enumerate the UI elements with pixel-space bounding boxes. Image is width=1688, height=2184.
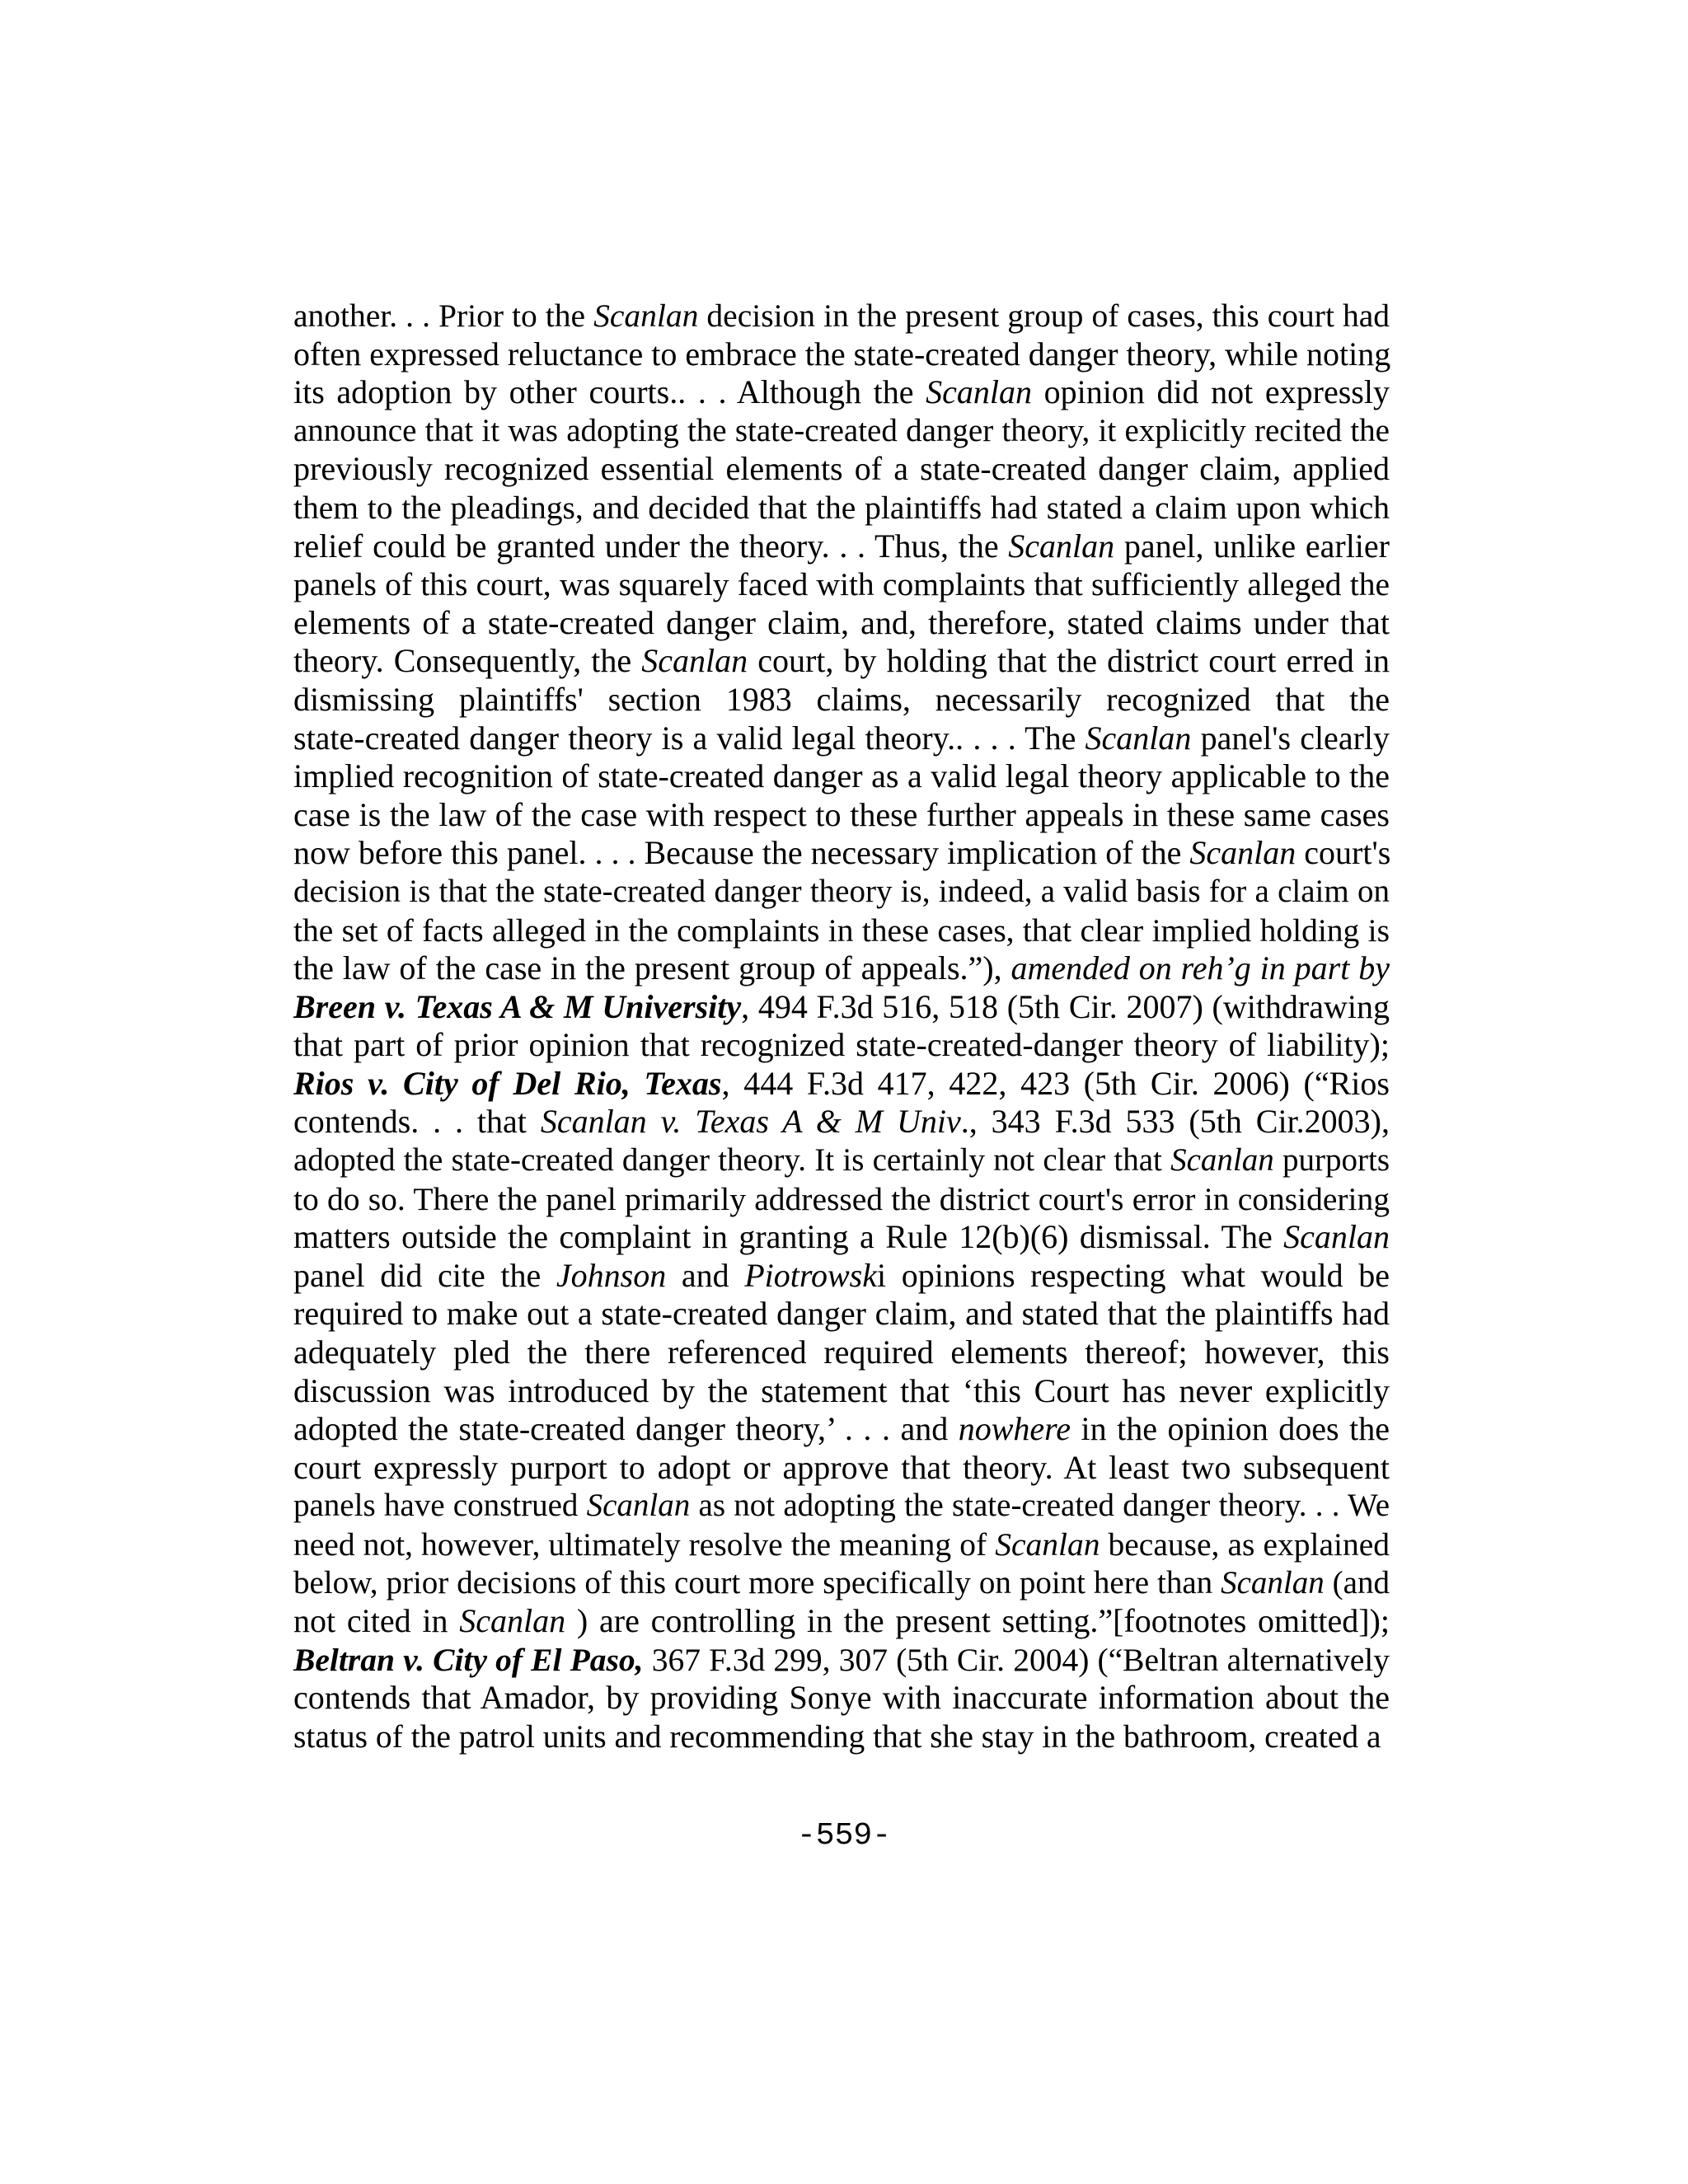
text-run: court, by holding that the district court erred in bbox=[748, 642, 1390, 680]
text-line bbox=[293, 988, 1390, 1027]
text-run: them to the pleadings, and decided that the plaintiffs had stated a claim upon which bbox=[293, 489, 1390, 526]
italic-text: Scanlan bbox=[1085, 719, 1192, 757]
text-run: another. . . Prior to the bbox=[293, 298, 594, 334]
italic-text: Scanlan bbox=[995, 1526, 1100, 1563]
text-run: now before this panel. . . . Because the necessary implication of the bbox=[293, 834, 1190, 872]
text-line bbox=[293, 1487, 1390, 1526]
text-line bbox=[293, 489, 1390, 527]
text-line bbox=[293, 1718, 1390, 1756]
text-run: relief could be granted under the theory. . . Thus, the bbox=[293, 527, 1009, 565]
text-run: opinion did not expressly bbox=[1031, 373, 1390, 411]
text-line bbox=[293, 1065, 1390, 1104]
text-line bbox=[293, 1333, 1390, 1372]
text-run: elements of a state-created danger claim, and, therefore, stated claims under that bbox=[293, 603, 1390, 641]
text-line bbox=[293, 1602, 1390, 1641]
italic-text: Scanlan bbox=[459, 1602, 566, 1640]
text-line bbox=[293, 1410, 1390, 1449]
text-run: as not adopting the state-created danger theory. . . We bbox=[690, 1488, 1390, 1524]
italic-text: Scanlan bbox=[593, 298, 699, 334]
text-line bbox=[293, 834, 1390, 873]
text-run: court's bbox=[1296, 834, 1391, 872]
text-run: and bbox=[666, 1256, 745, 1294]
text-run: need not, however, ultimately resolve the meaning of bbox=[293, 1526, 996, 1563]
text-line bbox=[293, 373, 1390, 412]
text-run: in the opinion does the bbox=[1071, 1410, 1390, 1448]
text-run: ) are controlling in the present setting.”[footnotes omitted]); bbox=[565, 1602, 1390, 1640]
text-run: required to make out a state-created danger claim, and stated that the plaintiffs had bbox=[293, 1295, 1390, 1333]
text-run: panel did cite the bbox=[293, 1256, 556, 1294]
case-citation: Rios v. City of Del Rio, Texas bbox=[293, 1064, 722, 1102]
text-line bbox=[293, 1141, 1390, 1180]
text-run: often expressed reluctance to embrace the state-created danger theory, while noting bbox=[293, 335, 1391, 373]
italic-text: Johnson bbox=[556, 1256, 667, 1294]
text-run: the law of the case in the present group of appeals.”), bbox=[293, 949, 1011, 987]
text-line bbox=[293, 1026, 1390, 1065]
text-run: , 444 F.3d 417, 422, 423 (5th Cir. 2006) (“Rios bbox=[721, 1064, 1390, 1102]
body-text bbox=[293, 297, 1390, 1756]
text-line bbox=[293, 412, 1390, 451]
case-citation: Breen v. Texas A & M University bbox=[293, 987, 742, 1025]
text-run: , 494 F.3d 516, 518 (5th Cir. 2007) (withdrawing bbox=[741, 987, 1390, 1025]
italic-text: amended on reh’g in part by bbox=[1010, 949, 1390, 987]
italic-text: nowhere bbox=[958, 1410, 1071, 1448]
text-run: implied recognition of state-created danger as a valid legal theory applicable to the bbox=[293, 757, 1390, 795]
text-line bbox=[293, 604, 1390, 643]
text-run: contends that Amador, by providing Sonye with inaccurate information about the bbox=[293, 1679, 1390, 1717]
text-run: the set of facts alleged in the complaints in these cases, that clear implied holding is bbox=[293, 912, 1390, 949]
text-line bbox=[293, 335, 1390, 374]
text-run: adequately pled the there referenced required elements thereof; however, this bbox=[293, 1333, 1390, 1371]
text-line bbox=[293, 565, 1390, 604]
text-line bbox=[293, 1372, 1390, 1411]
italic-text: Piotrowsk bbox=[744, 1256, 877, 1294]
text-run: announce that it was adopting the state-created danger theory, it explicitly recited the bbox=[293, 412, 1390, 448]
italic-text: Scanlan bbox=[1221, 1564, 1325, 1601]
page-number: -559- bbox=[796, 1818, 892, 1854]
text-line bbox=[293, 527, 1390, 566]
text-line bbox=[293, 1257, 1390, 1296]
text-line bbox=[293, 1679, 1390, 1718]
text-run: panels of this court, was squarely faced with complaints that sufficiently alleged the bbox=[293, 566, 1390, 603]
text-line bbox=[293, 1449, 1390, 1488]
text-line bbox=[293, 1564, 1390, 1603]
text-line bbox=[293, 450, 1390, 489]
text-line bbox=[293, 1180, 1390, 1219]
italic-text: Scanlan bbox=[1283, 1218, 1390, 1256]
text-line bbox=[293, 1295, 1390, 1333]
text-run: dismissing plaintiffs' section 1983 claims, necessarily recognized that the bbox=[293, 680, 1390, 718]
text-run: case is the law of the case with respect to these further appeals in these same cases bbox=[293, 795, 1390, 833]
text-line bbox=[293, 949, 1390, 988]
text-run: discussion was introduced by the statement that ‘this Court has never explicitly bbox=[293, 1371, 1390, 1409]
text-run: state-created danger theory is a valid legal theory.. . . . The bbox=[293, 719, 1085, 757]
italic-text: Scanlan bbox=[926, 373, 1032, 411]
text-run: ., 343 F.3d 533 (5th Cir.2003), bbox=[960, 1103, 1390, 1141]
text-line bbox=[293, 719, 1390, 758]
text-run: to do so. There the panel primarily addressed the district court's error in considering bbox=[293, 1180, 1390, 1217]
text-run: panels have construed bbox=[293, 1488, 587, 1524]
text-run: its adoption by other courts.. . . Although the bbox=[293, 373, 926, 411]
text-run: because, as explained bbox=[1100, 1526, 1390, 1563]
text-line bbox=[293, 297, 1390, 335]
text-run: panel, unlike earlier bbox=[1114, 527, 1390, 565]
text-run: contends. . . that bbox=[293, 1103, 541, 1141]
text-run: purports bbox=[1273, 1142, 1390, 1179]
italic-text: Scanlan bbox=[641, 642, 748, 680]
text-line bbox=[293, 757, 1390, 796]
text-run: decision in the present group of cases, this court had bbox=[698, 298, 1390, 334]
text-run: that part of prior opinion that recognized state-created-danger theory of liability); bbox=[293, 1026, 1390, 1064]
text-run: below, prior decisions of this court more specifically on point here than bbox=[293, 1564, 1221, 1601]
text-line bbox=[293, 912, 1390, 950]
text-line bbox=[293, 1103, 1390, 1141]
italic-text: Scanlan v. Texas A & M Univ bbox=[540, 1103, 961, 1141]
text-run: 367 F.3d 299, 307 (5th Cir. 2004) (“Beltran alternatively bbox=[643, 1641, 1390, 1678]
text-line bbox=[293, 1641, 1390, 1680]
text-run: previously recognized essential elements of a state-created danger claim, applied bbox=[293, 450, 1390, 488]
text-run: decision is that the state-created danger theory is, indeed, a valid basis for a claim on bbox=[293, 873, 1390, 909]
italic-text: Scanlan bbox=[1189, 834, 1296, 872]
text-line bbox=[293, 796, 1390, 835]
text-line bbox=[293, 873, 1390, 912]
text-run: adopted the state-created danger theory,’ . . . and bbox=[293, 1410, 959, 1448]
text-line bbox=[293, 642, 1390, 681]
text-run: not cited in bbox=[293, 1602, 460, 1640]
text-run: matters outside the complaint in granting a Rule 12(b)(6) dismissal. The bbox=[293, 1218, 1284, 1256]
text-run: court expressly purport to adopt or approve that theory. At least two subsequent bbox=[293, 1448, 1390, 1486]
italic-text: Scanlan bbox=[1008, 527, 1115, 565]
text-run: panel's clearly bbox=[1191, 719, 1390, 757]
text-run: status of the patrol units and recommending that she stay in the bathroom, created a bbox=[293, 1718, 1381, 1755]
italic-text: Scanlan bbox=[1170, 1142, 1274, 1179]
text-run: i opinions respecting what would be bbox=[877, 1256, 1390, 1294]
italic-text: Scanlan bbox=[586, 1488, 691, 1524]
text-run: (and bbox=[1324, 1564, 1390, 1601]
case-citation: Beltran v. City of El Paso, bbox=[293, 1641, 644, 1678]
text-line bbox=[293, 1526, 1390, 1564]
text-run: adopted the state-created danger theory. It is certainly not clear that bbox=[293, 1142, 1171, 1179]
text-line bbox=[293, 1218, 1390, 1257]
text-line bbox=[293, 681, 1390, 719]
text-run: theory. Consequently, the bbox=[293, 642, 642, 680]
